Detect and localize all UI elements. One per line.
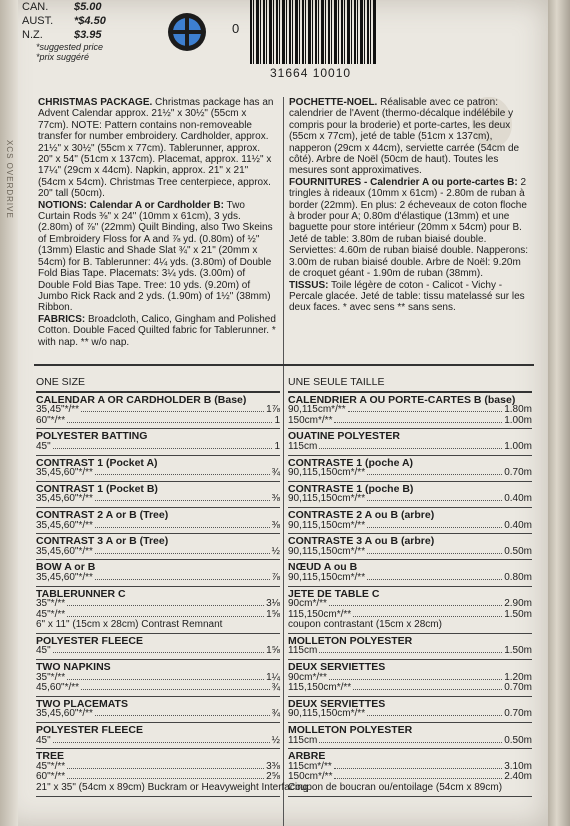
dot-leader bbox=[367, 527, 502, 528]
price-row bbox=[22, 28, 106, 42]
description-paragraph bbox=[289, 177, 532, 280]
yardage-amount: 1.50m bbox=[504, 608, 532, 620]
dot-leader bbox=[67, 422, 272, 423]
price-country: CAN. bbox=[22, 1, 49, 13]
yardage-row bbox=[288, 620, 532, 631]
paragraph-heading: POCHETTE-NOEL. bbox=[289, 97, 378, 108]
yardage-item bbox=[36, 393, 280, 430]
yardage-row bbox=[36, 736, 280, 747]
yardage-amount: 1.20m bbox=[504, 671, 532, 683]
yardage-row bbox=[36, 416, 280, 427]
item-name: NŒUD A ou B bbox=[288, 561, 358, 574]
item-name: POLYESTER BATTING bbox=[36, 430, 148, 443]
dot-leader bbox=[319, 742, 502, 743]
item-name: JETE DE TABLE C bbox=[288, 587, 380, 600]
english-description bbox=[38, 97, 276, 348]
dot-leader bbox=[95, 500, 270, 501]
yardage-amount: 0.70m bbox=[504, 708, 532, 720]
yardage-row bbox=[36, 620, 280, 631]
yardage-item bbox=[288, 723, 532, 749]
item-name: POLYESTER FLEECE bbox=[36, 634, 143, 647]
fabric-width: 150cm*/** bbox=[288, 414, 333, 426]
yardage-item bbox=[288, 429, 532, 455]
yardage-row bbox=[288, 736, 532, 747]
dot-leader bbox=[329, 679, 502, 680]
dot-leader bbox=[95, 715, 270, 716]
envelope-edge bbox=[548, 0, 570, 826]
fabric-width: 90,115,150cm*/** bbox=[288, 493, 366, 505]
item-name: TWO NAPKINS bbox=[36, 661, 111, 674]
dot-leader bbox=[348, 411, 503, 412]
fabric-width: 45" bbox=[36, 734, 51, 746]
yardage-item bbox=[36, 660, 280, 697]
item-name: CALENDAR A OR CARDHOLDER B (Base) bbox=[36, 393, 247, 406]
item-name: BOW A or B bbox=[36, 561, 96, 574]
yardage-item bbox=[288, 697, 532, 723]
dot-leader bbox=[95, 474, 270, 475]
dot-leader bbox=[67, 768, 264, 769]
yardage-amount: 0.50m bbox=[504, 545, 532, 557]
yardage-row bbox=[288, 547, 532, 558]
price-row bbox=[22, 14, 106, 28]
dot-leader bbox=[67, 679, 264, 680]
yardage-amount: 0.80m bbox=[504, 571, 532, 583]
yardage-amount: ⅜ bbox=[271, 493, 280, 505]
item-name: CONTRAST 2 A or B (Tree) bbox=[36, 508, 169, 521]
yardage-item bbox=[36, 429, 280, 455]
item-name: CONTRASTE 1 (poche A) bbox=[288, 456, 414, 469]
fabric-width: 45"*/** bbox=[36, 608, 66, 620]
yardage-item bbox=[288, 560, 532, 586]
yardage-amount: 1⅝ bbox=[266, 645, 280, 657]
paragraph-text: Broadcloth, Calico, Gingham and Polished Cotton. Double Faced Quilted fabric for Tablerunner. * with nap. ** w/o nap. bbox=[38, 313, 276, 348]
description-paragraph bbox=[289, 97, 532, 177]
yardage-row bbox=[36, 573, 280, 584]
yardage-item bbox=[36, 697, 280, 723]
yardage-amount: 0.40m bbox=[504, 519, 532, 531]
fabric-width: 6" x 11" (15cm x 28cm) Contrast Remnant bbox=[36, 619, 223, 631]
fabric-width: 115cm bbox=[288, 440, 318, 452]
yardage-item bbox=[288, 482, 532, 508]
dot-leader bbox=[95, 579, 270, 580]
yardage-row bbox=[36, 762, 280, 773]
yardage-amount: 0.70m bbox=[504, 682, 532, 694]
item-name: CONTRAST 3 A or B (Tree) bbox=[36, 535, 169, 548]
paragraph-text: 2 tringles à rideaux (10mm x 61cm) - 2.80m de ruban à border (22mm). En plus: 2 écheveaux de coton floche à broder pour A; 0.80m d'élastique (13mm) et une baguette pour store intérieur (20mm x 54cm) pour B. Jeté de table: 3.80m de ruban biaisé double. Serviettes: 4.60m de ruban biaisé double. Napperons: 3.00m de ruban biaisé double. Arbre de Noël: 9.20m de croquet géant - 1.90m de ruban (38mm). bbox=[289, 176, 529, 280]
fabric-width: 60"*/** bbox=[36, 771, 66, 783]
yardage-amount: 1.00m bbox=[504, 414, 532, 426]
fabric-width: coupon contrastant (15cm x 28cm) bbox=[288, 619, 442, 631]
barcode bbox=[250, 0, 376, 64]
yardage-row bbox=[288, 416, 532, 427]
fabric-width: 115cm*/** bbox=[288, 760, 332, 772]
fabric-width: 45" bbox=[36, 645, 51, 657]
french-description bbox=[289, 97, 532, 314]
price-row bbox=[22, 0, 106, 14]
fabric-width: Coupon de boucran ou/entoilage (54cm x 89cm) bbox=[288, 782, 503, 793]
fabric-width: 90,115cm*/** bbox=[288, 404, 346, 416]
fabric-width: 35"*/** bbox=[36, 671, 66, 683]
price-country: AUST. bbox=[22, 15, 54, 27]
yardage-amount: ⅜ bbox=[271, 519, 280, 531]
fabric-width: 35,45,60"*/** bbox=[36, 545, 93, 557]
item-name: CONTRAST 1 (Pocket B) bbox=[36, 482, 158, 495]
description-paragraph bbox=[38, 97, 276, 200]
yardage-amount: ¾ bbox=[271, 467, 280, 479]
item-name: MOLLETON POLYESTER bbox=[288, 634, 413, 647]
yardage-item bbox=[36, 534, 280, 560]
dot-leader bbox=[53, 448, 273, 449]
dot-leader bbox=[367, 553, 502, 554]
item-name: POLYESTER FLEECE bbox=[36, 724, 143, 737]
yardage-amount: ½ bbox=[271, 545, 280, 557]
barcode-number: 31664 10010 bbox=[270, 66, 352, 80]
price-note-fr: *prix suggéré bbox=[36, 52, 90, 62]
item-name: CONTRASTE 1 (poche B) bbox=[288, 482, 414, 495]
yardage-amount: 0.40m bbox=[504, 493, 532, 505]
yardage-amount: 0.70m bbox=[504, 467, 532, 479]
yardage-item bbox=[288, 456, 532, 482]
fabric-width: 60"*/** bbox=[36, 414, 66, 426]
yardage-amount: 3⅜ bbox=[266, 760, 280, 772]
fabric-width: 21" x 35" (54cm x 89cm) Buckram or Heavyweight Interfacing bbox=[36, 782, 309, 793]
dot-leader bbox=[319, 448, 502, 449]
paragraph-text: Toile légère de coton - Calicot - Vichy - Percale glacée. Jeté de table: tissu matelassé sur les deux faces. * avec sens ** sans sens. bbox=[289, 279, 525, 314]
description-paragraph bbox=[289, 280, 532, 314]
fabric-width: 35"*/** bbox=[36, 598, 66, 610]
paragraph-text: Two Curtain Rods ⅜" x 24" (10mm x 61cm), 3 yds. (2.80m) of ⅞" (22mm) Quilt Binding, also Two Skeins of Embroidery Floss for A and ⅞ yd. (0.80m) of ½" (13mm) Elastic and Shade Slat ¾" x 21" (20mm x 54cm) for B. Tablerunner: 4¼ yds. (3.80m) of Double Fold Bias Tape. Placemats: 3¼ yds. (3.00m) of Double Fold Bias Tape. Tree: 10 yds. (9.20m) of Jumbo Rick Rack and 2 yds. (1.90m) of 1½" (38mm) Ribbon. bbox=[38, 199, 273, 314]
fabric-width: 90,115,150cm*/** bbox=[288, 708, 366, 720]
yardage-item bbox=[288, 660, 532, 697]
yardage-item bbox=[36, 508, 280, 534]
table-divider bbox=[34, 364, 534, 366]
dot-leader bbox=[67, 616, 264, 617]
item-name: CONTRASTE 2 A ou B (arbre) bbox=[288, 508, 435, 521]
dot-leader bbox=[53, 652, 264, 653]
yardage-amount: 1⅞ bbox=[266, 404, 280, 416]
yardage-item bbox=[36, 634, 280, 660]
paragraph-heading: FABRICS: bbox=[38, 313, 86, 325]
yardage-row bbox=[36, 683, 280, 694]
item-name: TABLERUNNER C bbox=[36, 587, 126, 600]
fabric-width: 35,45,60"*/** bbox=[36, 467, 93, 479]
item-name: MOLLETON POLYESTER bbox=[288, 724, 413, 737]
yardage-row bbox=[36, 646, 280, 657]
yardage-amount: 2.90m bbox=[504, 598, 532, 610]
dot-leader bbox=[334, 768, 502, 769]
yardage-row bbox=[36, 599, 280, 610]
item-name: DEUX SERVIETTES bbox=[288, 697, 386, 710]
paragraph-heading: CHRISTMAS PACKAGE. bbox=[38, 97, 153, 108]
yardage-amount: ⅞ bbox=[271, 571, 280, 583]
yardage-row bbox=[288, 709, 532, 720]
item-name: CONTRAST 1 (Pocket A) bbox=[36, 456, 158, 469]
dot-leader bbox=[67, 605, 264, 606]
item-name: CONTRASTE 3 A ou B (arbre) bbox=[288, 535, 435, 548]
yardage-row bbox=[288, 683, 532, 694]
paragraph-text: Réalisable avec ce patron: calendrier de l'Avent (thermo-décalque indélébile y compris pour la broderie) et porte-cartes, les deux (55cm x 77cm), jeté de table (51cm x 137cm), napperon (29cm x 44cm), serviette carrée (54cm de côté). Arbre de Noël (50cm de haut). Toutes les mesures sont approximatives. bbox=[289, 97, 520, 177]
price-country: N.Z. bbox=[22, 29, 43, 41]
yardage-item bbox=[36, 587, 280, 634]
fabric-width: 45"*/** bbox=[36, 760, 66, 772]
fabric-width: 45,60"*/** bbox=[36, 682, 80, 694]
yardage-amount: 2⅝ bbox=[266, 771, 280, 783]
item-name: TWO PLACEMATS bbox=[36, 697, 128, 710]
yardage-item bbox=[288, 534, 532, 560]
table-title: UNE SEULE TAILLE bbox=[288, 377, 532, 393]
dot-leader bbox=[95, 553, 270, 554]
yardage-amount: 1¼ bbox=[266, 671, 280, 683]
yardage-row bbox=[288, 494, 532, 505]
item-name: TREE bbox=[36, 750, 65, 763]
yardage-item bbox=[288, 508, 532, 534]
paragraph-heading: TISSUS: bbox=[289, 279, 329, 291]
description-paragraph bbox=[38, 200, 276, 314]
fabric-width: 35,45,60"*/** bbox=[36, 493, 93, 505]
fabric-width: 115cm bbox=[288, 645, 318, 657]
fabric-width: 115,150cm*/** bbox=[288, 608, 352, 620]
yardage-row bbox=[288, 468, 532, 479]
dot-leader bbox=[367, 715, 502, 716]
fabric-width: 35,45,60"*/** bbox=[36, 519, 93, 531]
fabric-width: 115,150cm*/** bbox=[288, 682, 352, 694]
yardage-row bbox=[36, 782, 309, 794]
yardage-row bbox=[36, 709, 280, 720]
yardage-amount: ½ bbox=[271, 734, 280, 746]
yardage-item bbox=[288, 749, 532, 796]
fabric-width: 90cm*/** bbox=[288, 671, 327, 683]
yardage-row bbox=[36, 405, 280, 416]
yardage-item bbox=[288, 393, 532, 430]
fabric-width: 90,115,150cm*/** bbox=[288, 545, 366, 557]
item-name: CALENDRIER A OU PORTE-CARTES B (base) bbox=[288, 393, 516, 406]
price-block bbox=[22, 0, 106, 62]
fabric-width: 45" bbox=[36, 440, 51, 452]
dot-leader bbox=[319, 652, 502, 653]
yardage-item bbox=[36, 560, 280, 586]
table-title: ONE SIZE bbox=[36, 377, 280, 393]
yardage-amount: 1.50m bbox=[504, 645, 532, 657]
yardage-amount: ¾ bbox=[271, 682, 280, 694]
yardage-amount: 3.10m bbox=[504, 760, 532, 772]
yardage-row bbox=[36, 442, 280, 453]
dot-leader bbox=[67, 778, 264, 779]
fabric-width: 35,45,60"*/** bbox=[36, 708, 93, 720]
barcode-prefix: 0 bbox=[232, 21, 240, 36]
price-amount: $3.95 bbox=[74, 29, 102, 41]
dot-leader bbox=[367, 579, 502, 580]
yardage-item bbox=[36, 482, 280, 508]
fabric-width: 90cm*/** bbox=[288, 598, 327, 610]
fabric-width: 35,45,60"*/** bbox=[36, 571, 93, 583]
fabric-width: 150cm*/** bbox=[288, 771, 333, 783]
yardage-amount: 1.80m bbox=[504, 404, 532, 416]
table-column-divider bbox=[283, 366, 284, 826]
paragraph-text: Christmas package has an Advent Calendar approx. 21½" x 30½" (55cm x 77cm). NOTE: Pattern contains non-removeable transfer for number embroidery. Cardholder, approx. 21½" x 30½" (55cm x 77cm). Tablerunner, approx. 20" x 54" (51cm x 137cm). Placemat, approx. 11½" x 17¼" (29cm x 44cm). Napkin, approx. 21" x 21" (54cm x 54cm). Christmas Tree centerpiece, approx. 20" tall (50cm). bbox=[38, 97, 274, 200]
yardage-row bbox=[288, 646, 532, 657]
yardage-table-french bbox=[288, 377, 532, 797]
fabric-width: 90,115,150cm*/** bbox=[288, 467, 366, 479]
dot-leader bbox=[53, 742, 270, 743]
price-note-en: *suggested price bbox=[36, 42, 104, 52]
column-divider bbox=[283, 97, 284, 365]
dot-leader bbox=[81, 411, 264, 412]
description-paragraph bbox=[38, 314, 276, 348]
fabric-width: 90,115,150cm*/** bbox=[288, 571, 366, 583]
yardage-row bbox=[36, 468, 280, 479]
yardage-row bbox=[288, 521, 532, 532]
fabric-width: 35,45"*/** bbox=[36, 404, 80, 416]
dot-leader bbox=[353, 616, 502, 617]
crosshair-logo-bar bbox=[173, 30, 201, 34]
yardage-row bbox=[36, 521, 280, 532]
yardage-amount: 1⅝ bbox=[266, 608, 280, 620]
yardage-row bbox=[36, 494, 280, 505]
yardage-item bbox=[36, 456, 280, 482]
dot-leader bbox=[334, 778, 502, 779]
yardage-amount: 0.50m bbox=[504, 734, 532, 746]
fabric-width: 90,115,150cm*/** bbox=[288, 519, 366, 531]
yardage-row bbox=[288, 573, 532, 584]
yardage-amount: ¾ bbox=[271, 708, 280, 720]
envelope-crease bbox=[0, 0, 18, 826]
item-name: OUATINE POLYESTER bbox=[288, 430, 401, 443]
yardage-row bbox=[36, 547, 280, 558]
yardage-amount: 2.40m bbox=[504, 771, 532, 783]
yardage-item bbox=[288, 634, 532, 660]
yardage-item bbox=[288, 587, 532, 634]
dot-leader bbox=[95, 527, 270, 528]
dot-leader bbox=[329, 605, 502, 606]
item-name: ARBRE bbox=[288, 750, 326, 763]
yardage-amount: 3⅛ bbox=[266, 598, 280, 610]
paragraph-heading: FOURNITURES - Calendrier A ou porte-cartes B: bbox=[289, 176, 518, 188]
price-amount: *$4.50 bbox=[74, 15, 106, 27]
fabric-width: 115cm bbox=[288, 734, 318, 746]
dot-leader bbox=[353, 689, 502, 690]
dot-leader bbox=[81, 689, 270, 690]
vertical-code: XCS OVERDRIVE bbox=[5, 140, 14, 219]
paragraph-heading: NOTIONS: Calendar A or Cardholder B: bbox=[38, 199, 224, 211]
dot-leader bbox=[334, 422, 502, 423]
yardage-amount: 1.00m bbox=[504, 440, 532, 452]
item-name: DEUX SERVIETTES bbox=[288, 661, 386, 674]
yardage-row bbox=[288, 783, 532, 794]
dot-leader bbox=[367, 500, 502, 501]
yardage-item bbox=[36, 723, 280, 749]
price-amount: $5.00 bbox=[74, 1, 102, 13]
yardage-amount: 1 bbox=[274, 414, 280, 426]
yardage-amount: 1 bbox=[274, 440, 280, 452]
yardage-row bbox=[288, 442, 532, 453]
dot-leader bbox=[367, 474, 502, 475]
